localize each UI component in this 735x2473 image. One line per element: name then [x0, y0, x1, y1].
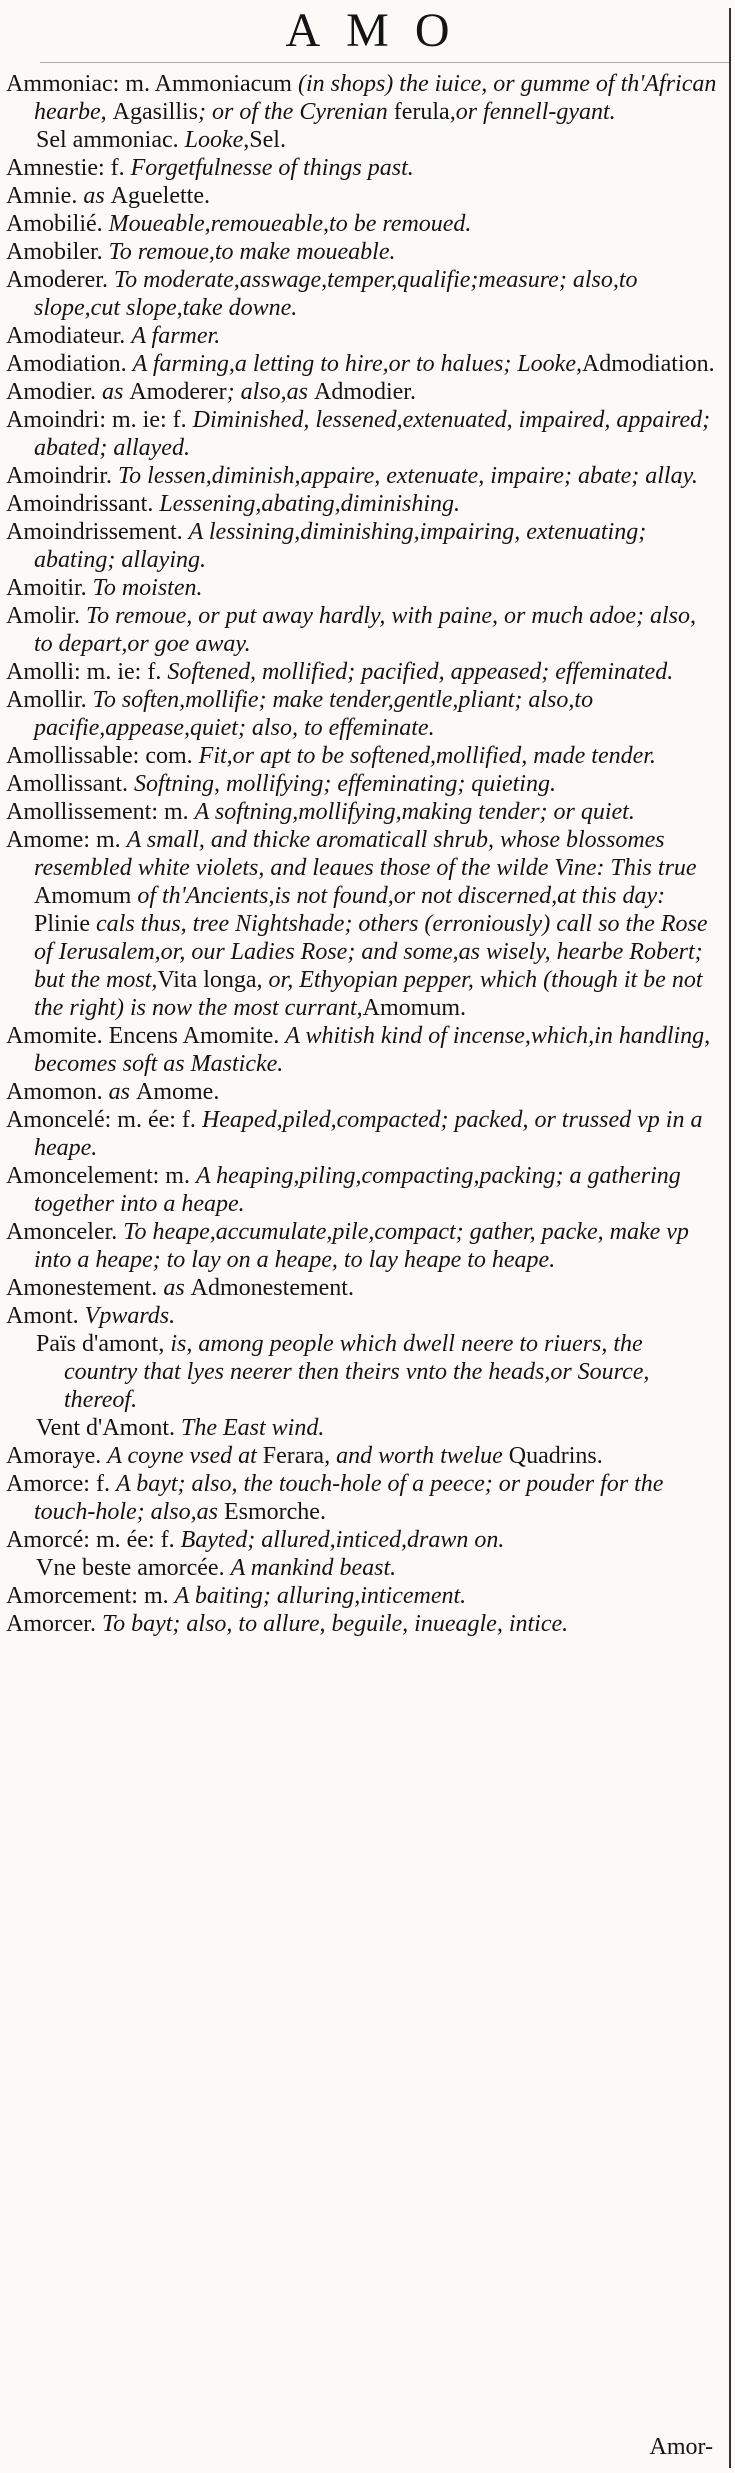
definition-text: A farming,a letting to hire,or to halues; Looke, — [132, 351, 582, 377]
headword: Sel ammoniac. — [36, 127, 185, 153]
definition-text: , and worth twelue — [324, 1443, 509, 1469]
roman-text: Ammoniacum — [154, 71, 298, 97]
roman-text: Amome. — [136, 1079, 220, 1105]
headword: Amolli: m. ie: f. — [6, 659, 168, 685]
headword: Amollissable: com. — [6, 743, 199, 769]
headword: Amnie. — [6, 183, 84, 209]
page-header: AMO — [285, 4, 476, 57]
definition-text: To heape,accumulate,pile,compact; gather, packe, make vp into a heape; to lay on a heape, to lay heape to heape. — [34, 1219, 689, 1273]
headword: Amodier. — [6, 379, 102, 405]
headword: Amoitir. — [6, 575, 93, 601]
dictionary-entry — [6, 574, 720, 602]
dictionary-entry — [6, 1526, 720, 1554]
dictionary-entry — [6, 1106, 720, 1162]
roman-text: Amomum. — [362, 995, 467, 1021]
roman-text: Admonestement. — [190, 1275, 354, 1301]
definition-text: as — [163, 1275, 191, 1301]
headword: Amonestement. — [6, 1275, 164, 1301]
definition-text: Lessening,abating,diminishing. — [159, 491, 461, 517]
definition-text: Heaped,piled,compacted; packed, or trussed vp in a heape. — [34, 1107, 703, 1161]
definition-text: To remoue,to make moueable. — [108, 239, 396, 265]
headword: Amomon. — [6, 1079, 109, 1105]
definition-text: ; also,as — [226, 379, 314, 405]
definition-text: A coyne vsed at — [107, 1443, 263, 1469]
headword: Amoraye. — [6, 1443, 108, 1469]
dictionary-entry — [6, 210, 720, 238]
sub-entry — [6, 1330, 720, 1414]
definition-text: Vpwards. — [84, 1303, 176, 1329]
dictionary-entry — [6, 518, 720, 574]
dictionary-entry — [6, 658, 720, 686]
definition-text: A mankind beast. — [230, 1555, 397, 1581]
definition-text: To lessen,diminish,appaire, extenuate, impaire; abate; allay. — [118, 463, 698, 489]
headword: Amobiler. — [6, 239, 109, 265]
headword: Amollissant. — [6, 771, 135, 797]
dictionary-entry — [6, 154, 720, 182]
roman-text: Esmorche. — [223, 1499, 326, 1525]
headword: Ammoniac: m. — [6, 71, 155, 97]
dictionary-entry — [6, 238, 720, 266]
headword: Amoderer. — [6, 267, 114, 293]
headword: Amont. — [6, 1303, 85, 1329]
dictionary-entry — [6, 350, 720, 378]
headword: Amoindrissement. — [6, 519, 189, 545]
headword: Vne beste amorcée. — [36, 1555, 231, 1581]
headword: Vent d'Amont. — [36, 1415, 181, 1441]
sub-entry — [6, 1554, 720, 1582]
definition-text: ,or fennell-gyant. — [449, 99, 616, 125]
header-rule — [40, 62, 730, 63]
dictionary-entry — [6, 322, 720, 350]
definition-text: , or, Ethyopian pepper, which (though it be not the right) is now the most currant, — [34, 967, 703, 1021]
headword: Amoindrir. — [6, 463, 118, 489]
headword: Amorcer. — [6, 1611, 102, 1637]
definition-text: A farmer. — [131, 323, 221, 349]
definition-text: To remoue, or put away hardly, with paine, or much adoe; also, to depart,or goe away. — [34, 603, 696, 657]
headword: Amorcement: m. — [6, 1583, 175, 1609]
roman-text: Admodiation. — [581, 351, 715, 377]
dictionary-entry — [6, 1302, 720, 1330]
dictionary-entry — [6, 798, 720, 826]
dictionary-entry — [6, 70, 720, 126]
roman-text: ferula — [393, 99, 450, 125]
definition-text: A heaping,piling,compacting,packing; a gathering together into a heape. — [34, 1163, 681, 1217]
roman-text: Amomum — [34, 883, 132, 909]
headword: Païs d'amont, — [36, 1331, 171, 1357]
dictionary-entry — [6, 1274, 720, 1302]
definition-text: as — [108, 1079, 137, 1105]
definition-text: Moueable,remoueable,to be remoued. — [108, 211, 472, 237]
sub-entry — [6, 1414, 720, 1442]
definition-text: To moderate,asswage,temper,qualifie;measure; also,to slope,cut slope,take downe. — [34, 267, 638, 321]
headword: Amorce: f. — [6, 1471, 116, 1497]
dictionary-entry — [6, 1442, 720, 1470]
definition-text: Diminished, lessened,extenuated, impaired, appaired; abated; allayed. — [34, 407, 711, 461]
roman-text: Quadrins. — [508, 1443, 603, 1469]
roman-text: Ferara — [262, 1443, 325, 1469]
dictionary-entry — [6, 686, 720, 742]
headword: Amoncelé: m. ée: f. — [6, 1107, 202, 1133]
entry-list — [6, 70, 720, 1638]
roman-text: Amoderer — [129, 379, 227, 405]
definition-text: A whitish kind of incense,which,in handling, becomes soft as Masticke. — [34, 1023, 711, 1077]
dictionary-entry — [6, 378, 720, 406]
dictionary-entry — [6, 1162, 720, 1218]
headword: Amobilié. — [6, 211, 109, 237]
dictionary-entry — [6, 490, 720, 518]
roman-text: Plinie — [34, 911, 91, 937]
headword: Amolir. — [6, 603, 87, 629]
headword: Amonceler. — [6, 1219, 124, 1245]
dictionary-entry — [6, 826, 720, 1022]
dictionary-entry — [6, 1022, 720, 1078]
headword: Amollir. — [6, 687, 93, 713]
roman-text: Agasillis — [112, 99, 198, 125]
dictionary-entry — [6, 770, 720, 798]
definition-text: A baiting; alluring,inticement. — [174, 1583, 467, 1609]
roman-text: ,Sel. — [243, 127, 286, 153]
definition-text: Softened, mollified; pacified, appeased; effeminated. — [167, 659, 674, 685]
definition-text: Fit,or apt to be softened,mollified, made tender. — [198, 743, 656, 769]
definition-text: A bayt; also, the touch-hole of a peece; or pouder for the touch-hole; also,as — [34, 1471, 664, 1525]
roman-text: Aguelette. — [110, 183, 210, 209]
definition-text: A lessining,diminishing,impairing, extenuating; abating; allaying. — [34, 519, 647, 573]
headword: Amomite. Encens Amomite. — [6, 1023, 286, 1049]
headword: Amoindrissant. — [6, 491, 160, 517]
definition-text: To bayt; also, to allure, beguile, inueagle, intice. — [101, 1611, 569, 1637]
headword: Amoindri: m. ie: f. — [6, 407, 193, 433]
definition-text: cals thus, tree Nightshade; others (erroniously) call so the Rose of Ierusalem,or, our Ladies Rose; and some,as wisely, hearbe Robert; but the most, — [34, 911, 708, 993]
definition-text: is, among people which dwell neere to riuers, the country that lyes neerer then theirs vnto the heads,or Source, thereof. — [64, 1331, 650, 1413]
dictionary-entry — [6, 1582, 720, 1610]
catchword: Amor- — [649, 2434, 713, 2460]
definition-text: To soften,mollifie; make tender,gentle,pliant; also,to pacifie,appease,quiet; also, to effeminate. — [34, 687, 594, 741]
sub-entry — [6, 126, 720, 154]
dictionary-entry — [6, 1078, 720, 1106]
headword: Amollissement: m. — [6, 799, 195, 825]
dictionary-entry — [6, 1218, 720, 1274]
headword: Amodiateur. — [6, 323, 132, 349]
dictionary-entry — [6, 742, 720, 770]
dictionary-entry — [6, 602, 720, 658]
dictionary-entry — [6, 182, 720, 210]
dictionary-entry — [6, 406, 720, 462]
right-margin-rule — [729, 8, 731, 2468]
headword: Amodiation. — [6, 351, 133, 377]
headword: Amome: m. — [6, 827, 127, 853]
dictionary-entry — [6, 1470, 720, 1526]
roman-text: Vita longa — [157, 967, 257, 993]
definition-text: Bayted; allured,inticed,drawn on. — [180, 1527, 505, 1553]
roman-text: Admodier. — [313, 379, 416, 405]
definition-text: A small, and thicke aromaticall shrub, whose blossomes resembled white violets, and leaues those of the wilde Vine: This true — [34, 827, 697, 881]
dictionary-entry — [6, 266, 720, 322]
headword: Amnestie: f. — [6, 155, 131, 181]
dictionary-entry — [6, 1610, 720, 1638]
definition-text: as — [83, 183, 111, 209]
definition-text: Softning, mollifying; effeminating; quieting. — [134, 771, 556, 797]
definition-text: The East wind. — [180, 1415, 325, 1441]
definition-text: (in shops) the iuice, or gumme of th'African hearbe, — [34, 71, 717, 125]
definition-text: A softning,mollifying,making tender; or quiet. — [194, 799, 635, 825]
definition-text: Looke — [184, 127, 244, 153]
definition-text: of th'Ancients,is not found,or not discerned,at this day: — [131, 883, 666, 909]
definition-text: To moisten. — [92, 575, 203, 601]
headword: Amoncelement: m. — [6, 1163, 196, 1189]
definition-text: as — [102, 379, 130, 405]
headword: Amorcé: m. ée: f. — [6, 1527, 181, 1553]
definition-text: ; or of the Cyrenian — [198, 99, 394, 125]
definition-text: Forgetfulnesse of things past. — [130, 155, 414, 181]
dictionary-entry — [6, 462, 720, 490]
